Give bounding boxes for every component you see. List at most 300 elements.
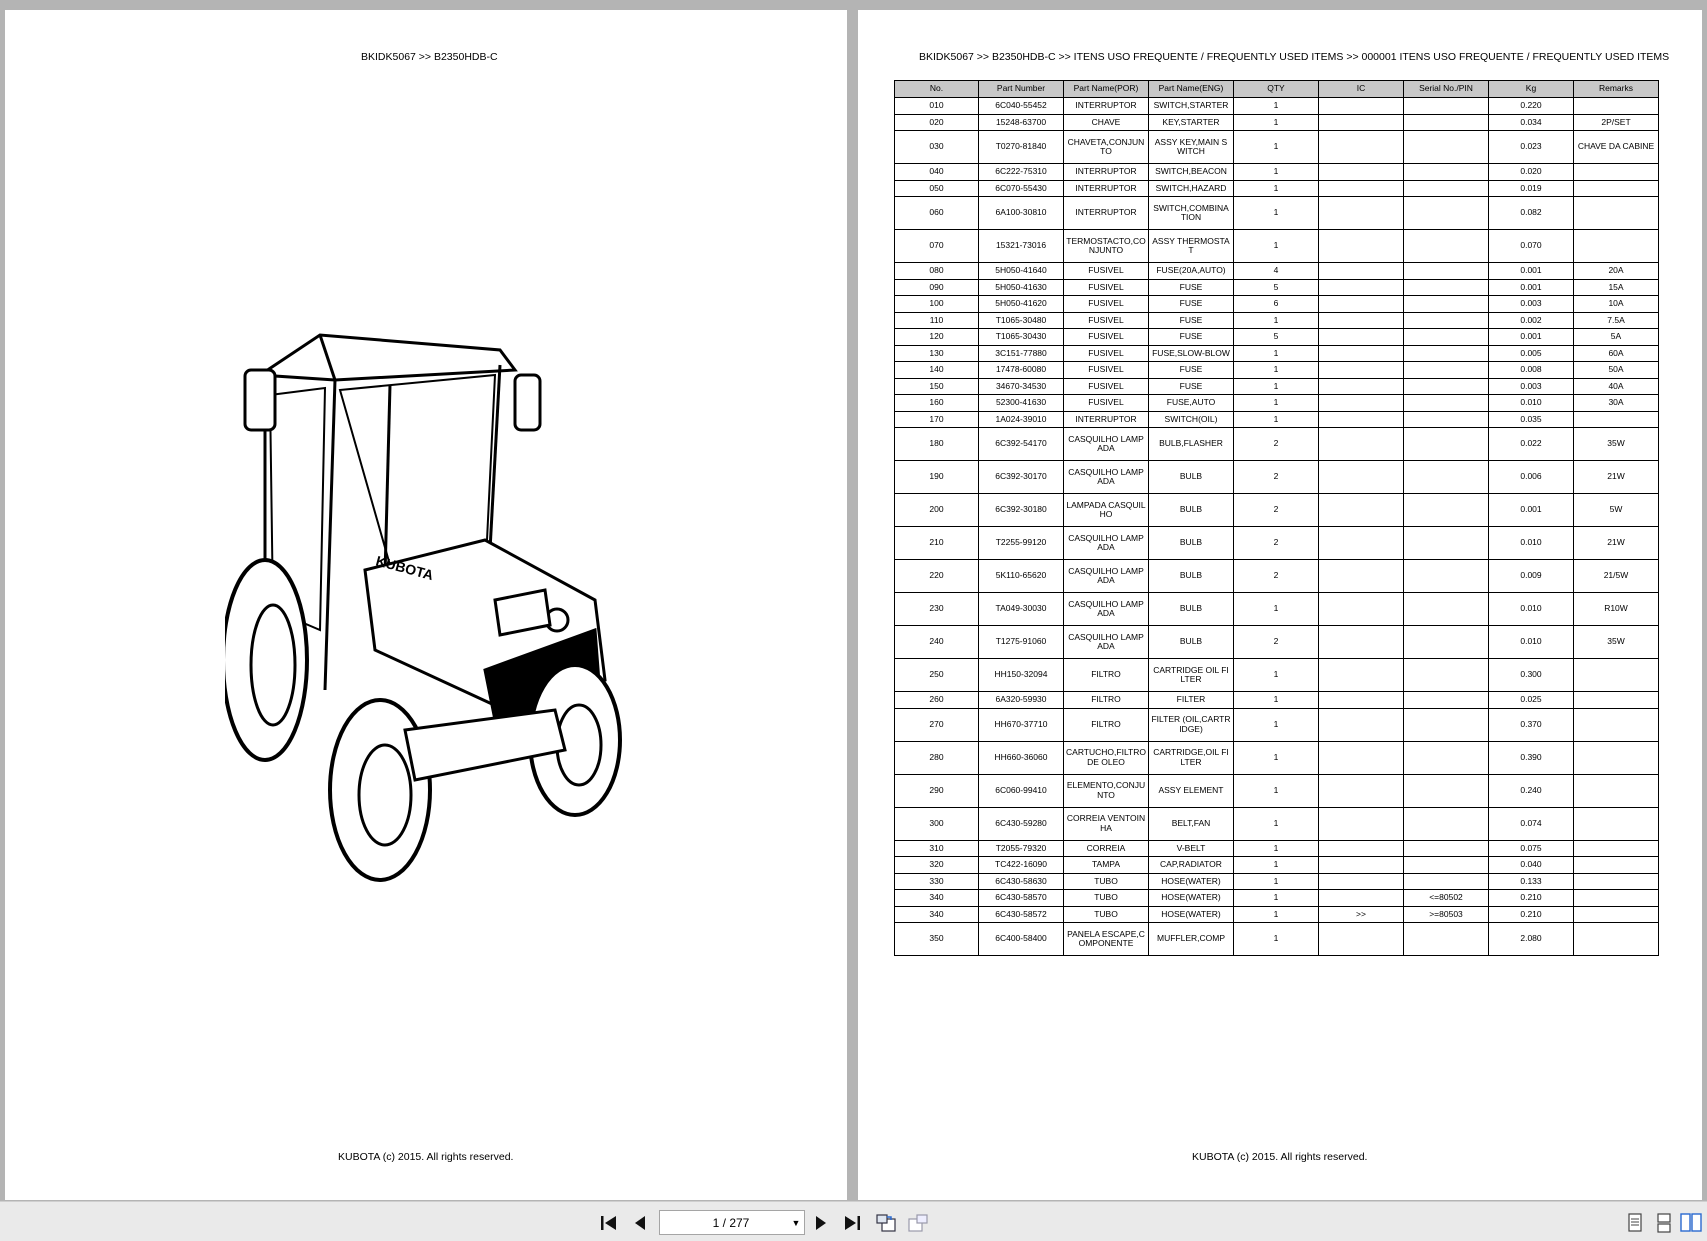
table-cell: 0.300 [1489, 659, 1574, 692]
table-row [895, 807, 1659, 840]
table-cell [1319, 494, 1404, 527]
table-cell [1404, 180, 1489, 197]
page-footer-right: KUBOTA (c) 2015. All rights reserved. [1192, 1151, 1368, 1163]
table-cell [1319, 890, 1404, 907]
table-row [895, 741, 1659, 774]
table-cell [1319, 857, 1404, 874]
table-cell [1574, 873, 1659, 890]
table-cell: TC422-16090 [979, 857, 1064, 874]
table-cell: 260 [895, 692, 979, 709]
table-cell: CASQUILHO LAMPADA [1064, 428, 1149, 461]
table-cell: HH660-36060 [979, 741, 1064, 774]
table-cell: KEY,STARTER [1149, 114, 1234, 131]
table-cell [1574, 774, 1659, 807]
table-cell [1319, 774, 1404, 807]
table-cell: 140 [895, 362, 979, 379]
column-header: Serial No./PIN [1404, 81, 1489, 98]
table-cell: >> [1319, 906, 1404, 923]
table-cell: FUSE [1149, 296, 1234, 313]
table-cell: 160 [895, 395, 979, 412]
tractor-illustration [225, 330, 695, 930]
chevron-down-icon[interactable]: ▼ [791, 1217, 801, 1228]
table-row [895, 840, 1659, 857]
table-row [895, 114, 1659, 131]
table-cell: FILTRO [1064, 659, 1149, 692]
table-cell: 070 [895, 230, 979, 263]
table-cell [1319, 873, 1404, 890]
table-cell: TA049-30030 [979, 593, 1064, 626]
table-row [895, 494, 1659, 527]
table-cell: 1 [1234, 873, 1319, 890]
table-cell: CASQUILHO LAMPADA [1064, 626, 1149, 659]
table-cell: 1 [1234, 362, 1319, 379]
table-cell: INTERRUPTOR [1064, 98, 1149, 115]
parts-table [894, 80, 1659, 956]
table-cell: 6C400-58400 [979, 923, 1064, 956]
table-cell [1319, 345, 1404, 362]
table-cell: TUBO [1064, 890, 1149, 907]
table-cell: 5H050-41640 [979, 263, 1064, 280]
table-cell: 0.035 [1489, 411, 1574, 428]
table-cell [1404, 461, 1489, 494]
table-cell: 1 [1234, 593, 1319, 626]
table-cell: 300 [895, 807, 979, 840]
table-cell: 2 [1234, 626, 1319, 659]
table-cell: 210 [895, 527, 979, 560]
table-cell: 20A [1574, 263, 1659, 280]
table-cell [1319, 395, 1404, 412]
table-cell: FUSIVEL [1064, 395, 1149, 412]
table-cell: 6C392-54170 [979, 428, 1064, 461]
table-cell: CASQUILHO LAMPADA [1064, 593, 1149, 626]
viewer-toolbar [0, 1201, 1707, 1241]
table-cell: 180 [895, 428, 979, 461]
table-cell: 6C060-99410 [979, 774, 1064, 807]
table-cell: 0.009 [1489, 560, 1574, 593]
table-cell: FUSIVEL [1064, 362, 1149, 379]
table-cell: 40A [1574, 378, 1659, 395]
table-header-row [895, 81, 1659, 98]
table-cell: FILTER [1149, 692, 1234, 709]
table-cell: 1 [1234, 180, 1319, 197]
table-cell: 0.023 [1489, 131, 1574, 164]
table-cell [1404, 807, 1489, 840]
column-header: Kg [1489, 81, 1574, 98]
table-row [895, 560, 1659, 593]
table-cell [1404, 362, 1489, 379]
table-cell: INTERRUPTOR [1064, 180, 1149, 197]
table-cell: 6C392-30170 [979, 461, 1064, 494]
table-cell [1404, 164, 1489, 181]
table-cell: 1 [1234, 692, 1319, 709]
table-cell: BULB [1149, 461, 1234, 494]
table-cell: 0.210 [1489, 906, 1574, 923]
table-cell: FUSE [1149, 312, 1234, 329]
table-cell: 0.075 [1489, 840, 1574, 857]
table-cell [1319, 708, 1404, 741]
table-cell [1404, 230, 1489, 263]
table-cell [1404, 378, 1489, 395]
table-cell: 1 [1234, 411, 1319, 428]
table-cell: FUSE,AUTO [1149, 395, 1234, 412]
table-cell: 50A [1574, 362, 1659, 379]
table-cell: 1 [1234, 378, 1319, 395]
table-cell [1319, 923, 1404, 956]
table-cell: HOSE(WATER) [1149, 890, 1234, 907]
table-cell: FUSE(20A,AUTO) [1149, 263, 1234, 280]
table-cell [1404, 923, 1489, 956]
table-cell [1404, 411, 1489, 428]
table-cell: 0.010 [1489, 626, 1574, 659]
table-cell [1319, 329, 1404, 346]
table-cell: 0.210 [1489, 890, 1574, 907]
table-cell: 0.001 [1489, 329, 1574, 346]
table-cell: CARTRIDGE,OIL FILTER [1149, 741, 1234, 774]
table-cell: 1 [1234, 774, 1319, 807]
table-cell: 0.040 [1489, 857, 1574, 874]
table-cell: 0.001 [1489, 494, 1574, 527]
table-cell [1319, 560, 1404, 593]
table-cell: 1 [1234, 345, 1319, 362]
table-cell [1404, 527, 1489, 560]
table-row [895, 593, 1659, 626]
table-cell: 1 [1234, 395, 1319, 412]
table-cell: 35W [1574, 428, 1659, 461]
table-cell [1404, 329, 1489, 346]
table-row [895, 329, 1659, 346]
table-cell: 0.020 [1489, 164, 1574, 181]
table-cell: FUSIVEL [1064, 345, 1149, 362]
table-cell [1404, 708, 1489, 741]
table-cell: HH670-37710 [979, 708, 1064, 741]
table-cell: TUBO [1064, 873, 1149, 890]
table-row [895, 461, 1659, 494]
table-cell: HOSE(WATER) [1149, 906, 1234, 923]
table-row [895, 263, 1659, 280]
table-cell: 110 [895, 312, 979, 329]
table-cell: 5A [1574, 329, 1659, 346]
table-row [895, 395, 1659, 412]
table-cell: 240 [895, 626, 979, 659]
first-page-icon[interactable] [598, 1212, 620, 1234]
table-cell: 2 [1234, 527, 1319, 560]
table-cell: 190 [895, 461, 979, 494]
table-cell: 15248-63700 [979, 114, 1064, 131]
table-row [895, 873, 1659, 890]
table-cell [1319, 692, 1404, 709]
table-cell: 200 [895, 494, 979, 527]
rotate-left-icon[interactable] [875, 1212, 897, 1234]
previous-page-icon[interactable] [629, 1212, 651, 1234]
table-cell: SWITCH,BEACON [1149, 164, 1234, 181]
table-cell: FUSIVEL [1064, 296, 1149, 313]
table-cell [1319, 593, 1404, 626]
table-cell: 6C070-55430 [979, 180, 1064, 197]
table-cell [1404, 312, 1489, 329]
table-cell: 0.003 [1489, 378, 1574, 395]
table-cell: 350 [895, 923, 979, 956]
table-cell: 1 [1234, 197, 1319, 230]
table-cell: SWITCH,STARTER [1149, 98, 1234, 115]
table-cell: 0.006 [1489, 461, 1574, 494]
table-cell: FUSE [1149, 329, 1234, 346]
table-cell: FUSIVEL [1064, 329, 1149, 346]
table-cell: 3C151-77880 [979, 345, 1064, 362]
table-cell [1404, 560, 1489, 593]
table-cell: FUSE [1149, 362, 1234, 379]
table-cell: T1065-30430 [979, 329, 1064, 346]
table-cell: 1 [1234, 312, 1319, 329]
table-row [895, 362, 1659, 379]
table-cell [1404, 197, 1489, 230]
table-cell: 1 [1234, 708, 1319, 741]
table-cell: INTERRUPTOR [1064, 411, 1149, 428]
table-cell: 340 [895, 906, 979, 923]
table-cell: V-BELT [1149, 840, 1234, 857]
table-cell: 1 [1234, 659, 1319, 692]
table-row [895, 378, 1659, 395]
table-cell: PANELA ESCAPE,COMPONENTE [1064, 923, 1149, 956]
page-number-field[interactable] [659, 1210, 805, 1235]
table-cell: 2 [1234, 494, 1319, 527]
table-cell [1319, 114, 1404, 131]
table-row [895, 774, 1659, 807]
table-cell: 040 [895, 164, 979, 181]
table-cell: 230 [895, 593, 979, 626]
table-cell [1404, 395, 1489, 412]
table-row [895, 230, 1659, 263]
table-cell: 5H050-41630 [979, 279, 1064, 296]
brand-logo-text: KUBOTA [374, 552, 436, 584]
single-page-view-icon[interactable] [1624, 1212, 1646, 1234]
table-cell: 250 [895, 659, 979, 692]
table-cell [1404, 428, 1489, 461]
table-cell: 6C430-59280 [979, 807, 1064, 840]
table-cell: 6C392-30180 [979, 494, 1064, 527]
table-cell: 310 [895, 840, 979, 857]
table-cell: 1 [1234, 98, 1319, 115]
table-cell: 6C040-55452 [979, 98, 1064, 115]
table-cell [1319, 840, 1404, 857]
table-cell [1404, 774, 1489, 807]
two-page-view-icon[interactable] [1680, 1212, 1702, 1234]
table-cell [1404, 741, 1489, 774]
table-cell [1574, 98, 1659, 115]
table-cell [1574, 906, 1659, 923]
table-cell: 10A [1574, 296, 1659, 313]
table-cell [1404, 345, 1489, 362]
table-row [895, 345, 1659, 362]
table-cell: T1065-30480 [979, 312, 1064, 329]
table-cell: 120 [895, 329, 979, 346]
table-cell: 0.082 [1489, 197, 1574, 230]
table-cell [1574, 180, 1659, 197]
table-cell: CAP,RADIATOR [1149, 857, 1234, 874]
table-cell [1404, 494, 1489, 527]
table-cell: 100 [895, 296, 979, 313]
table-cell: ASSY ELEMENT [1149, 774, 1234, 807]
table-cell: SWITCH,HAZARD [1149, 180, 1234, 197]
rotate-right-icon[interactable] [907, 1212, 929, 1234]
table-cell: 090 [895, 279, 979, 296]
column-header: Part Number [979, 81, 1064, 98]
table-cell [1574, 197, 1659, 230]
table-cell: 6C430-58570 [979, 890, 1064, 907]
table-cell: 1 [1234, 840, 1319, 857]
table-cell: 35W [1574, 626, 1659, 659]
table-cell [1574, 230, 1659, 263]
column-header: Part Name(ENG) [1149, 81, 1234, 98]
column-header: Part Name(POR) [1064, 81, 1149, 98]
table-cell: 7.5A [1574, 312, 1659, 329]
table-cell: 320 [895, 857, 979, 874]
table-cell: FUSE [1149, 279, 1234, 296]
table-cell: HH150-32094 [979, 659, 1064, 692]
table-cell: MUFFLER,COMP [1149, 923, 1234, 956]
table-cell: 34670-34530 [979, 378, 1064, 395]
table-cell [1319, 131, 1404, 164]
table-row [895, 131, 1659, 164]
table-cell: FUSIVEL [1064, 312, 1149, 329]
table-cell [1404, 114, 1489, 131]
table-cell: 170 [895, 411, 979, 428]
table-cell: 60A [1574, 345, 1659, 362]
continuous-view-icon[interactable] [1653, 1212, 1675, 1234]
table-cell [1404, 626, 1489, 659]
table-cell: 0.010 [1489, 593, 1574, 626]
table-cell [1404, 593, 1489, 626]
table-cell: 6A100-30810 [979, 197, 1064, 230]
table-cell: T2255-99120 [979, 527, 1064, 560]
table-cell [1319, 741, 1404, 774]
table-cell: 0.220 [1489, 98, 1574, 115]
page-footer-left: KUBOTA (c) 2015. All rights reserved. [338, 1151, 514, 1163]
table-cell: 0.025 [1489, 692, 1574, 709]
table-cell: 6C430-58572 [979, 906, 1064, 923]
table-cell: ASSY KEY,MAIN SWITCH [1149, 131, 1234, 164]
table-cell: 2 [1234, 461, 1319, 494]
table-cell [1319, 180, 1404, 197]
table-cell [1574, 741, 1659, 774]
next-page-icon[interactable] [810, 1212, 832, 1234]
table-cell [1319, 626, 1404, 659]
table-cell: 150 [895, 378, 979, 395]
table-row [895, 279, 1659, 296]
table-cell: 2P/SET [1574, 114, 1659, 131]
table-cell [1404, 279, 1489, 296]
page-header-left: BKIDK5067 >> B2350HDB-C [361, 51, 498, 63]
table-cell: FUSIVEL [1064, 263, 1149, 280]
table-cell [1574, 692, 1659, 709]
table-row [895, 180, 1659, 197]
table-cell: CASQUILHO LAMPADA [1064, 560, 1149, 593]
table-cell [1319, 164, 1404, 181]
table-cell: 330 [895, 873, 979, 890]
table-cell: 060 [895, 197, 979, 230]
table-cell: TERMOSTACTO,CONJUNTO [1064, 230, 1149, 263]
table-cell: T0270-81840 [979, 131, 1064, 164]
table-cell: 2.080 [1489, 923, 1574, 956]
table-cell: >=80503 [1404, 906, 1489, 923]
table-cell: 0.133 [1489, 873, 1574, 890]
column-header: No. [895, 81, 979, 98]
table-cell [1319, 230, 1404, 263]
table-row [895, 197, 1659, 230]
table-cell: 21/5W [1574, 560, 1659, 593]
table-cell: 0.002 [1489, 312, 1574, 329]
table-cell: 340 [895, 890, 979, 907]
table-cell [1404, 840, 1489, 857]
table-cell [1574, 807, 1659, 840]
table-cell: 4 [1234, 263, 1319, 280]
table-cell: TAMPA [1064, 857, 1149, 874]
table-cell: INTERRUPTOR [1064, 164, 1149, 181]
column-header: Remarks [1574, 81, 1659, 98]
table-cell: 0.022 [1489, 428, 1574, 461]
table-cell: 1 [1234, 890, 1319, 907]
table-cell [1404, 873, 1489, 890]
table-cell: 0.001 [1489, 279, 1574, 296]
table-cell: 1 [1234, 164, 1319, 181]
table-cell [1319, 659, 1404, 692]
table-cell: 080 [895, 263, 979, 280]
table-cell [1574, 890, 1659, 907]
table-cell [1574, 659, 1659, 692]
table-cell [1404, 692, 1489, 709]
page-header-right: BKIDK5067 >> B2350HDB-C >> ITENS USO FREQUENTE / FREQUENTLY USED ITEMS >> 000001 ITENS USO FREQUENTE / FREQUENTLY USED ITEMS [919, 51, 1670, 63]
table-cell: CHAVE [1064, 114, 1149, 131]
table-cell: FILTRO [1064, 708, 1149, 741]
table-cell: 280 [895, 741, 979, 774]
table-cell: 2 [1234, 560, 1319, 593]
table-cell: 0.019 [1489, 180, 1574, 197]
table-cell: BULB,FLASHER [1149, 428, 1234, 461]
table-cell [1404, 131, 1489, 164]
table-cell: CASQUILHO LAMPADA [1064, 527, 1149, 560]
table-cell: 15321-73016 [979, 230, 1064, 263]
table-cell: BULB [1149, 560, 1234, 593]
table-cell: 0.010 [1489, 527, 1574, 560]
table-cell: BULB [1149, 527, 1234, 560]
table-cell: CASQUILHO LAMPADA [1064, 461, 1149, 494]
table-cell: 17478-60080 [979, 362, 1064, 379]
table-cell: CHAVETA,CONJUNTO [1064, 131, 1149, 164]
table-cell [1574, 840, 1659, 857]
table-cell: FUSIVEL [1064, 378, 1149, 395]
table-cell: 52300-41630 [979, 395, 1064, 412]
table-cell: R10W [1574, 593, 1659, 626]
table-cell: 0.008 [1489, 362, 1574, 379]
table-row [895, 411, 1659, 428]
table-cell [1404, 659, 1489, 692]
table-cell: 1 [1234, 906, 1319, 923]
table-cell: 1 [1234, 114, 1319, 131]
table-cell: 6C430-58630 [979, 873, 1064, 890]
table-cell [1319, 411, 1404, 428]
table-cell: 1 [1234, 230, 1319, 263]
table-cell: SWITCH,COMBINATION [1149, 197, 1234, 230]
table-cell: CHAVE DA CABINE [1574, 131, 1659, 164]
table-row [895, 923, 1659, 956]
table-cell: T1275-91060 [979, 626, 1064, 659]
table-cell: 0.005 [1489, 345, 1574, 362]
table-cell [1574, 857, 1659, 874]
last-page-icon[interactable] [841, 1212, 863, 1234]
table-cell [1319, 279, 1404, 296]
table-cell: SWITCH(OIL) [1149, 411, 1234, 428]
table-cell [1319, 807, 1404, 840]
table-cell: FUSE [1149, 378, 1234, 395]
